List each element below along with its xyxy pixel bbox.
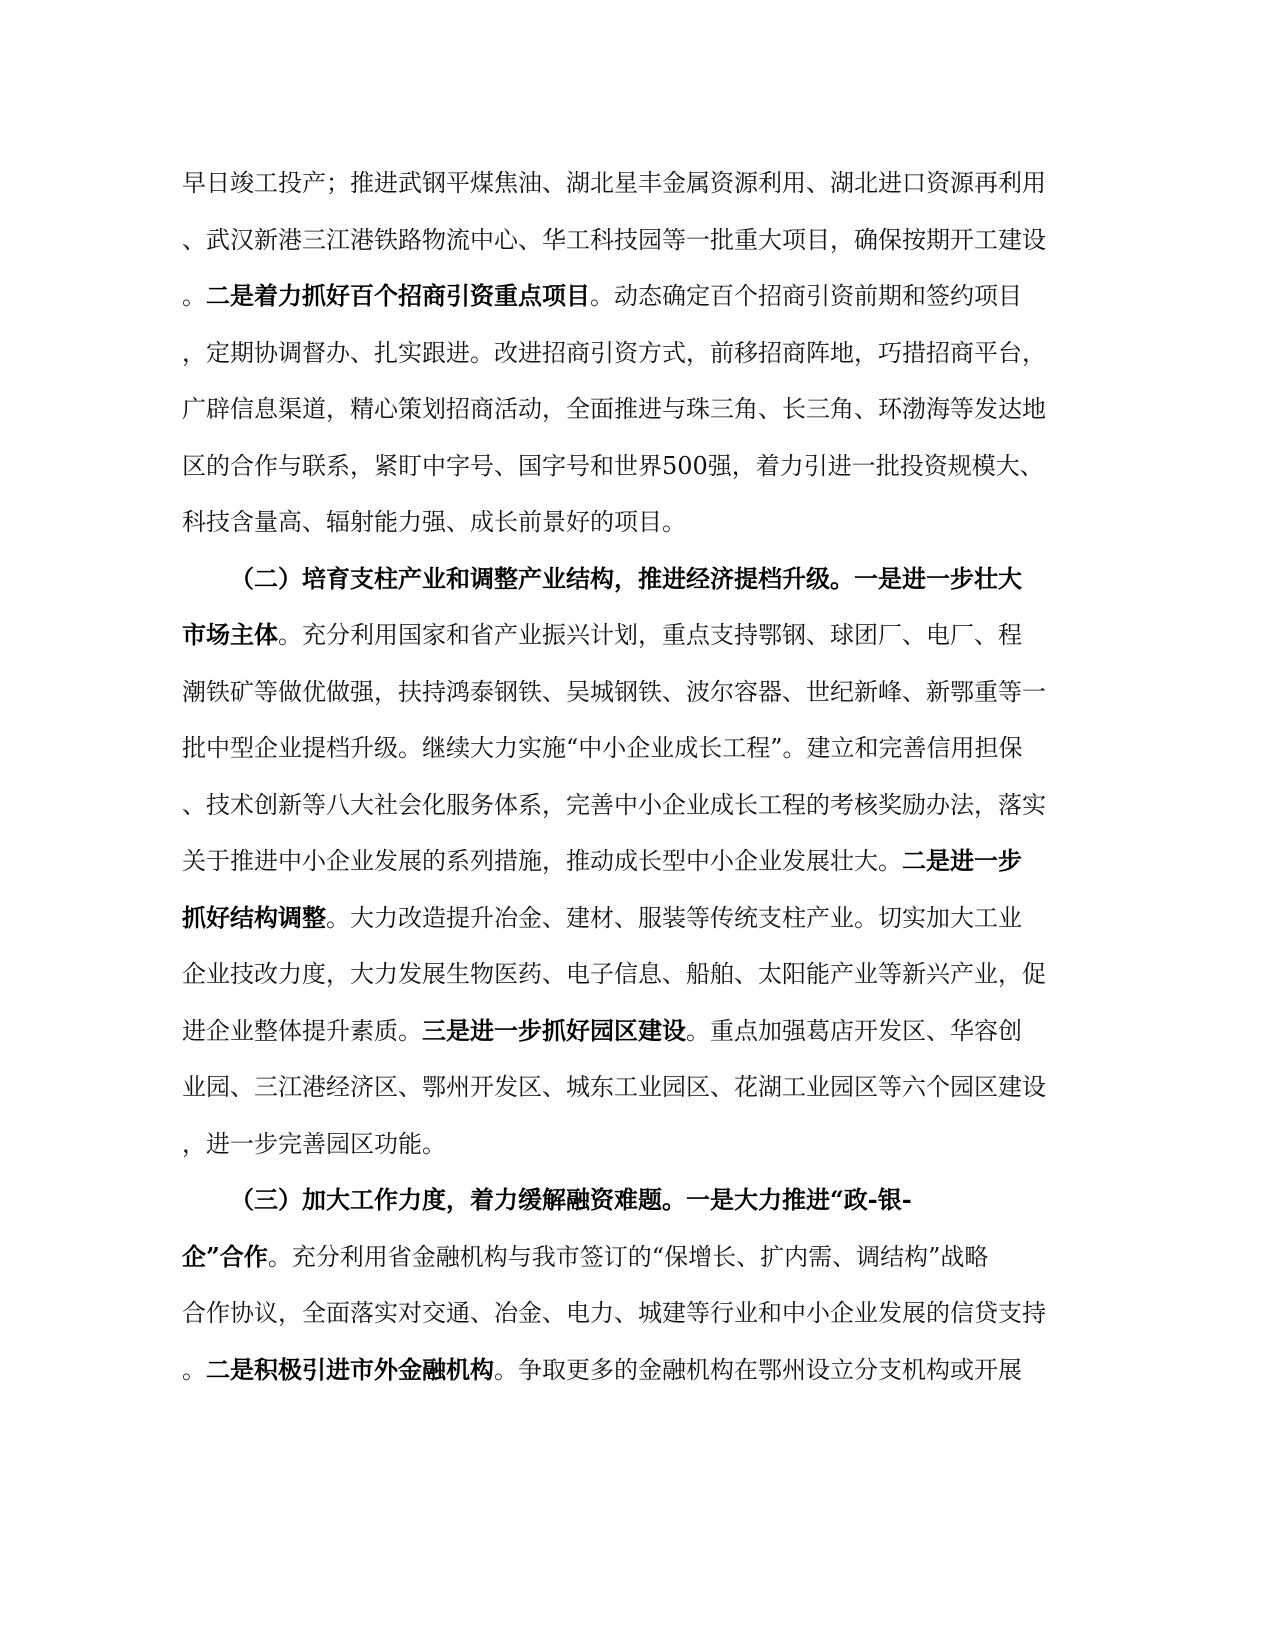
text-run: 广辟信息渠道，精心策划招商活动，全面推进与珠三角、长三角、环渤海等发达地 [182, 395, 1046, 423]
text-line [182, 1124, 1082, 1164]
text-run: 。 [182, 1356, 206, 1384]
text-line [182, 333, 1082, 373]
text-line [182, 1350, 1082, 1390]
text-run: 企业技改力度，大力发展生物医药、电子信息、船舶、太阳能产业等新兴产业，促 [182, 960, 1046, 988]
text-line [182, 898, 1082, 938]
bold-text-run: 企”合作 [182, 1242, 268, 1271]
text-run: ，定期协调督办、扎实跟进。改进招商引资方式，前移招商阵地，巧措招商平台， [182, 339, 1046, 367]
text-line [230, 1180, 1130, 1220]
text-run: 。充分利用省金融机构与我市签订的“保增长、扩内需、调结构”战略 [267, 1243, 989, 1271]
text-line [182, 1293, 1082, 1333]
text-run: 业园、三江港经济区、鄂州开发区、城东工业园区、花湖工业园区等六个园区建设 [182, 1073, 1046, 1101]
text-line [182, 1067, 1082, 1107]
bold-text-run: 市场主体 [182, 620, 278, 649]
text-run: 进企业整体提升素质。 [182, 1017, 422, 1045]
text-run: 早日竣工投产；推进武钢平煤焦油、湖北星丰金属资源利用、湖北进口资源再利用 [182, 169, 1046, 197]
text-line [182, 163, 1082, 203]
text-run: 。争取更多的金融机构在鄂州设立分支机构或开展 [494, 1356, 1022, 1384]
text-line [182, 446, 1082, 486]
text-line [182, 615, 1082, 655]
text-run: 。充分利用国家和省产业振兴计划，重点支持鄂钢、球团厂、电厂、程 [278, 621, 1022, 649]
text-run: 合作协议，全面落实对交通、冶金、电力、城建等行业和中小企业发展的信贷支持 [182, 1299, 1046, 1327]
bold-text-run: 二是进一步 [902, 846, 1022, 875]
text-run: 。重点加强葛店开发区、华容创 [686, 1017, 1022, 1045]
text-line [182, 785, 1082, 825]
text-run: 、武汉新港三江港铁路物流中心、华工科技园等一批重大项目，确保按期开工建设 [182, 226, 1046, 254]
text-line [182, 1237, 1082, 1277]
text-run: ，进一步完善园区功能。 [182, 1130, 446, 1158]
text-line [182, 672, 1082, 712]
text-run: 、技术创新等八大社会化服务体系，完善中小企业成长工程的考核奖励办法，落实 [182, 791, 1046, 819]
bold-text-run: （二）培育支柱产业和调整产业结构，推进经济提档升级。一是进一步壮大 [230, 564, 1022, 593]
text-line [182, 1011, 1082, 1051]
text-run: 。大力改造提升冶金、建材、服装等传统支柱产业。切实加大工业 [326, 904, 1022, 932]
bold-text-run: （三）加大工作力度，着力缓解融资难题。一是大力推进“政-银- [230, 1185, 912, 1214]
text-line [182, 728, 1082, 768]
text-line [182, 276, 1082, 316]
text-run: 关于推进中小企业发展的系列措施，推动成长型中小企业发展壮大。 [182, 847, 902, 875]
text-line [182, 502, 1082, 542]
bold-text-run: 二是积极引进市外金融机构 [206, 1355, 494, 1384]
text-run: 。 [182, 282, 206, 310]
bold-text-run: 三是进一步抓好园区建设 [422, 1016, 686, 1045]
text-run: 科技含量高、辐射能力强、成长前景好的项目。 [182, 508, 686, 536]
text-run: 潮铁矿等做优做强，扶持鸿泰钢铁、吴城钢铁、波尔容器、世纪新峰、新鄂重等一 [182, 678, 1046, 706]
text-line [182, 220, 1082, 260]
text-run: 区的合作与联系，紧盯中字号、国字号和世界500强，着力引进一批投资规模大、 [182, 452, 1044, 480]
bold-text-run: 抓好结构调整 [182, 903, 326, 932]
text-line [230, 559, 1130, 599]
bold-text-run: 二是着力抓好百个招商引资重点项目 [206, 281, 590, 310]
text-line [182, 954, 1082, 994]
text-run: 。动态确定百个招商引资前期和签约项目 [590, 282, 1022, 310]
text-line [182, 841, 1082, 881]
text-run: 批中型企业提档升级。继续大力实施“中小企业成长工程”。建立和完善信用担保 [182, 734, 1023, 762]
text-line [182, 389, 1082, 429]
